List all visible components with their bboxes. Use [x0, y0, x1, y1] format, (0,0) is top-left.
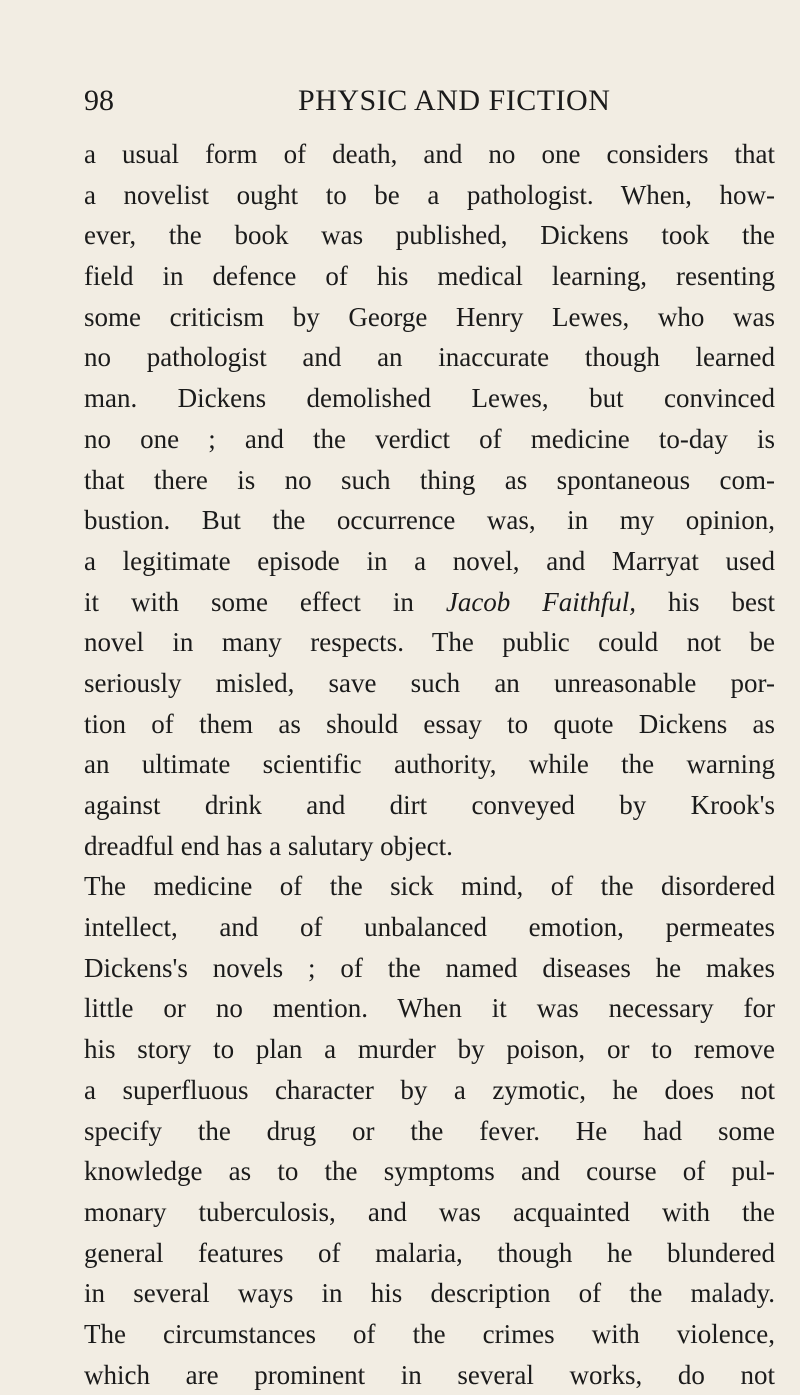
text-line: general features of malaria, though he blundered	[84, 1237, 775, 1268]
text-line: an ultimate scientific authority, while the warning	[84, 749, 775, 780]
text-line: his story to plan a murder by poison, or to remove	[84, 1034, 775, 1065]
text-line: that there is no such thing as spontaneous com-	[84, 464, 775, 495]
text-line: Dickens's novels ; of the named diseases he makes	[84, 952, 775, 983]
text-line: a superfluous character by a zymotic, he does not	[84, 1074, 775, 1105]
text-line: no one ; and the verdict of medicine to-day is	[84, 423, 775, 454]
text-line: knowledge as to the symptoms and course of pul-	[84, 1156, 775, 1187]
text-line: novel in many respects. The public could not be	[84, 627, 775, 658]
text-line: dreadful end has a salutary object.	[84, 830, 453, 861]
page-number: 98	[84, 84, 114, 117]
text-segment: his best	[636, 586, 776, 617]
text-line: which are prominent in several works, do not	[84, 1359, 775, 1390]
text-line: intellect, and of unbalanced emotion, permeates	[84, 912, 775, 943]
text-line: ever, the book was published, Dickens took the	[84, 220, 775, 251]
text-line: little or no mention. When it was necessary for	[84, 993, 775, 1024]
text-line: no pathologist and an inaccurate though learned	[84, 342, 775, 373]
text-line: man. Dickens demolished Lewes, but convinced	[84, 383, 775, 414]
text-line: tion of them as should essay to quote Dickens as	[84, 708, 775, 739]
text-line: bustion. But the occurrence was, in my opinion,	[84, 505, 775, 536]
running-title: PHYSIC AND FICTION	[298, 84, 611, 117]
text-line-with-title	[84, 582, 775, 623]
paragraph-1	[84, 134, 775, 866]
text-line: a novelist ought to be a pathologist. When, how-	[84, 179, 775, 210]
text-segment: it with some effect in	[84, 586, 446, 617]
text-line: monary tuberculosis, and was acquainted with the	[84, 1196, 775, 1227]
text-line: against drink and dirt conveyed by Krook's	[84, 790, 775, 820]
text-line: field in defence of his medical learning, resenting	[84, 261, 775, 292]
text-line: The medicine of the sick mind, of the disordered	[84, 871, 775, 902]
running-head	[84, 84, 774, 124]
text-line: a legitimate episode in a novel, and Marryat used	[84, 545, 775, 576]
text-line: a usual form of death, and no one considers that	[84, 139, 775, 169]
paragraph-2	[84, 866, 775, 1395]
body-text	[84, 134, 775, 1395]
text-line: some criticism by George Henry Lewes, who was	[84, 301, 775, 332]
text-line: specify the drug or the fever. He had some	[84, 1115, 775, 1146]
book-title: Jacob Faithful,	[445, 586, 637, 617]
text-line: in several ways in his description of the malady.	[84, 1278, 775, 1309]
text-line: The circumstances of the crimes with violence,	[84, 1318, 775, 1349]
text-line: seriously misled, save such an unreasonable por-	[84, 667, 775, 698]
